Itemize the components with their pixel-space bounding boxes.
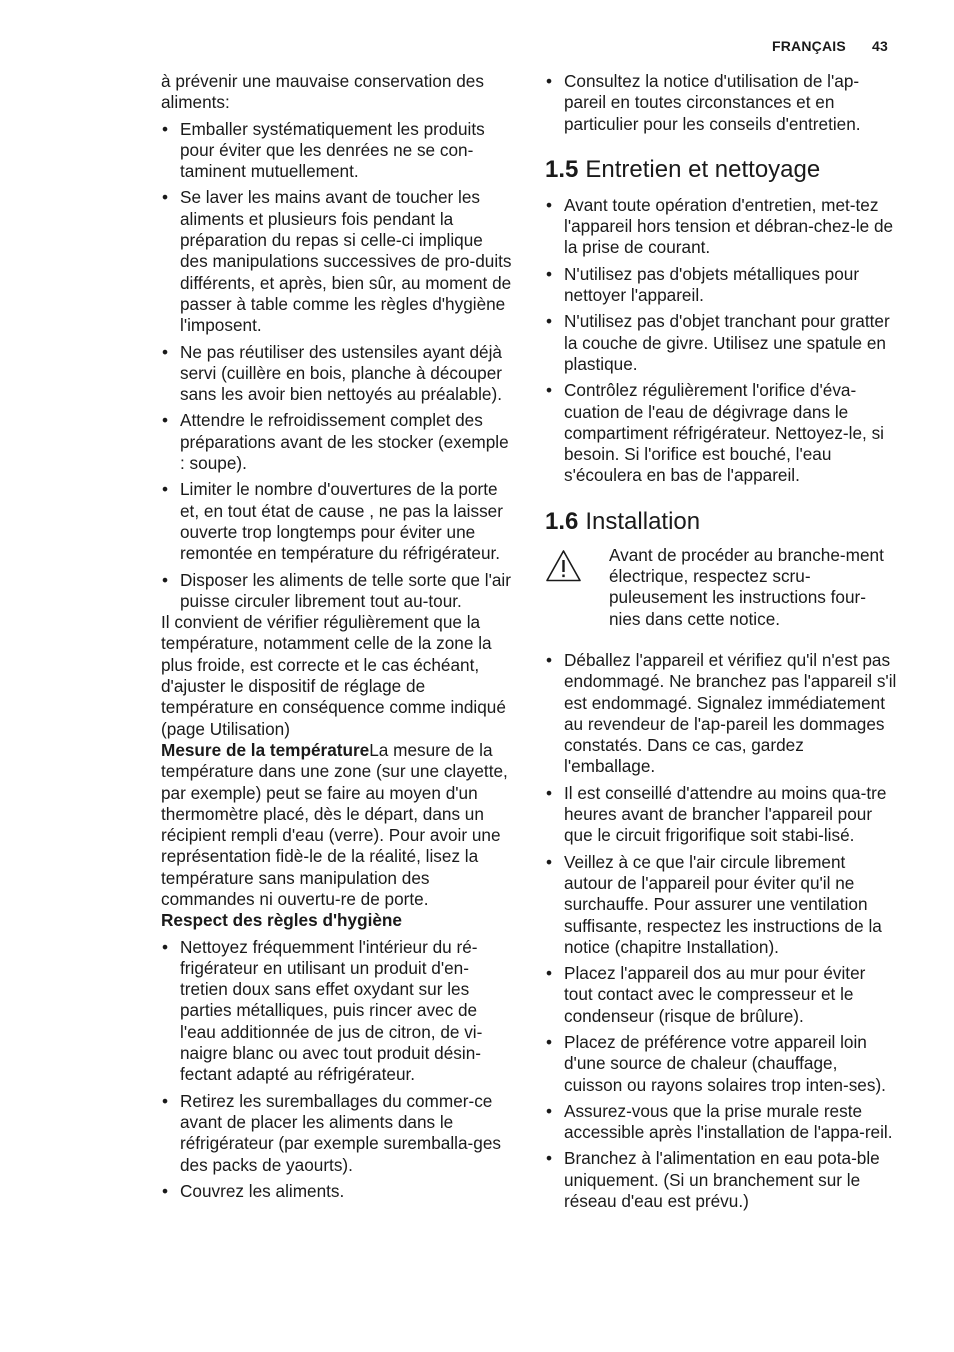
warning-text: Avant de procéder au branche-ment électrique, respectez scru-puleusement les instructions four-nies dans cette notice. (609, 544, 884, 629)
section-title: Installation (585, 507, 701, 535)
measure-paragraph (161, 740, 513, 910)
list-item: • Avant toute opération d'entretien, met-tez l'appareil hors tension et débran-chez-le de la prise de courant. (545, 195, 897, 259)
maintenance-list (545, 195, 897, 487)
list-item: • Placez l'appareil dos au mur pour éviter tout contact avec le compresseur et le condenseur (risque de brûlure). (545, 963, 897, 1027)
list-item: • Placez de préférence votre appareil loin d'une source de chaleur (chauffage, cuisson ou rayons solaires trop inten-ses). (545, 1032, 897, 1096)
page-number: 43 (872, 38, 888, 54)
list-item: • Ne pas réutiliser des ustensiles ayant déjà servi (cuillère en bois, planche à découper sans les avoir bien nettoyés au préalable). (161, 342, 513, 406)
list-item: • Disposer les aliments de telle sorte que l'air puisse circuler librement tout au-tour. (161, 570, 513, 613)
list-item: • N'utilisez pas d'objets métalliques pour nettoyer l'appareil. (545, 264, 897, 307)
hygiene-heading: Respect des règles d'hygiène (161, 910, 402, 931)
section-heading-1-5 (545, 155, 897, 185)
page-header (772, 38, 888, 54)
measure-heading: Mesure de la température (161, 739, 370, 760)
food-safety-list (161, 119, 513, 613)
list-item: • Consultez la notice d'utilisation de l'ap-pareil en toutes circonstances et en particulier pour les conseils d'entretien. (545, 71, 897, 135)
section-number: 1.5 (545, 155, 579, 183)
list-item: • Branchez à l'alimentation en eau pota-ble uniquement. (Si un branchement sur le réseau d'eau est prévu.) (545, 1148, 897, 1212)
list-item: • Se laver les mains avant de toucher les aliments et plusieurs fois pendant la préparation du repas si celle-ci implique des manipulations successives de pro-duits différents, et après, bien sûr, au moment de passer à table comme les règles d'hygiène l'imposent. (161, 187, 513, 336)
right-column (545, 71, 897, 1212)
measure-text: La mesure de la température dans une zone (sur une clayette, par exemple) peut se faire au moyen d'un thermomètre placé, dès le départ, dans un récipient rempli d'eau (verre). Pour avoir une représentation fidè-le de la réalité, lisez la température sans manipulation des commandes ni ouvertu-re de porte. (161, 739, 508, 909)
list-item: • Retirez les suremballages du commer-ce avant de placer les aliments dans le réfrigérateur (par exemple suremballa-ges des packs de yaourts). (161, 1091, 513, 1176)
list-item: • Assurez-vous que la prise murale reste accessible après l'installation de l'appa-reil. (545, 1101, 897, 1144)
installation-list (545, 650, 897, 1212)
list-item: • Couvrez les aliments. (161, 1181, 513, 1202)
warning-block (545, 545, 897, 630)
warning-triangle-icon (545, 549, 582, 583)
consult-list (545, 71, 897, 135)
language-label: FRANÇAIS (771, 38, 846, 54)
list-item: • N'utilisez pas d'objet tranchant pour gratter la couche de givre. Utilisez une spatule en plastique. (545, 311, 897, 375)
list-item: • Limiter le nombre d'ouvertures de la porte et, en tout état de cause , ne pas la laisser ouverte trop longtemps pour éviter une remontée en température du réfrigérateur. (161, 479, 513, 564)
section-title: Entretien et nettoyage (585, 155, 821, 183)
list-item: • Veillez à ce que l'air circule librement autour de l'appareil pour éviter qu'il ne surchauffe. Pour assurer une ventilation suffisante, respectez les instructions de la notice (chapitre Installation). (545, 852, 897, 958)
list-item: • Il est conseillé d'attendre au moins qua-tre heures avant de brancher l'appareil pour que le circuit frigorifique soit stabi-lisé. (545, 783, 897, 847)
intro-text: à prévenir une mauvaise conservation des aliments: (161, 71, 484, 113)
list-item: • Déballez l'appareil et vérifiez qu'il n'est pas endommagé. Ne branchez pas l'appareil s'il est endommagé. Signalez immédiatement au revendeur de l'ap-pareil les dommages constatés. Dans ce cas, gardez l'emballage. (545, 650, 897, 778)
list-item: • Contrôlez régulièrement l'orifice d'éva-cuation de l'eau de dégivrage dans le compartiment réfrigérateur. Nettoyez-le, si besoin. Si l'orifice est bouché, l'eau s'écoulera en bas de l'appareil. (545, 380, 897, 486)
list-item: • Emballer systématiquement les produits pour éviter que les denrées ne se con-taminent mutuellement. (161, 119, 513, 183)
left-column (161, 71, 513, 1202)
hygiene-list (161, 937, 513, 1203)
list-item: • Attendre le refroidissement complet des préparations avant de les stocker (exemple : soupe). (161, 410, 513, 474)
list-item: • Nettoyez fréquemment l'intérieur du ré-frigérateur en utilisant un produit d'en-tretien doux sans effet oxydant sur les parties métalliques, puis rincer avec de l'eau additionnée de jus de citron, de vi-naigre blanc ou avec tout produit désin-fectant adapté au réfrigérateur. (161, 937, 513, 1086)
section-heading-1-6 (545, 507, 897, 537)
temperature-check-paragraph: Il convient de vérifier régulièrement que la température, notamment celle de la zone la plus froide, est correcte et le cas échéant, d'ajuster le dispositif de réglage de température en conséquence comme indiqué (page Utilisation) (161, 612, 506, 739)
section-number: 1.6 (545, 507, 579, 535)
